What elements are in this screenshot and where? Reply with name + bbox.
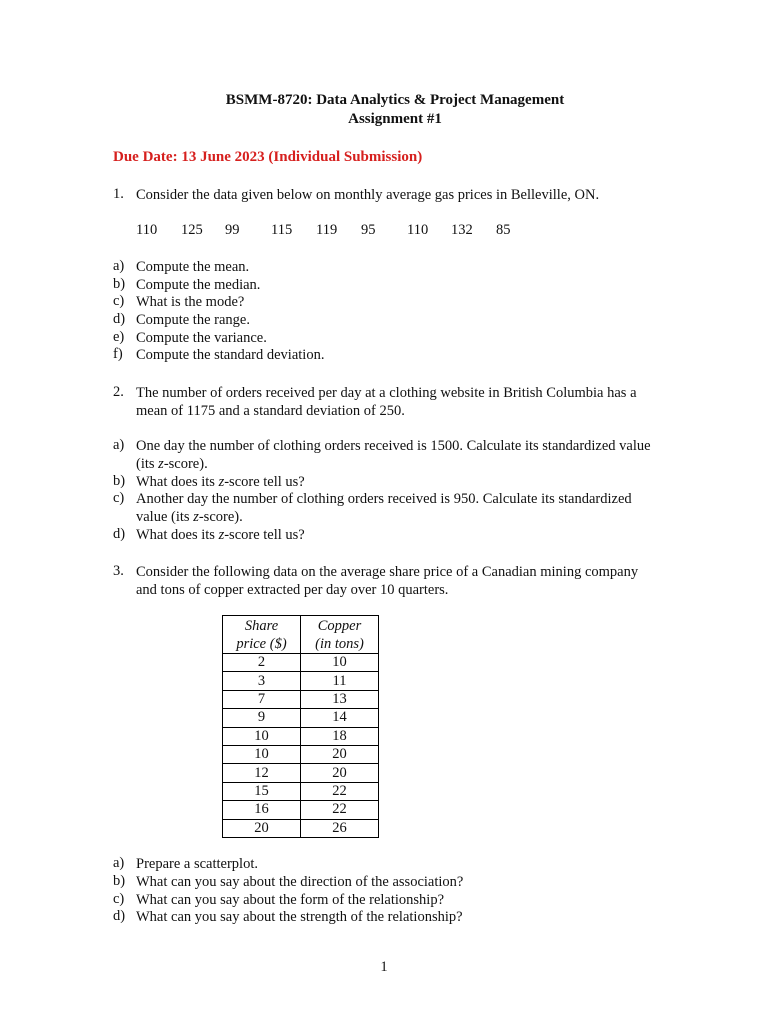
item-label: a) [113, 437, 125, 453]
list-item: What can you say about the strength of the relationship? [136, 909, 463, 925]
table-cell: 22 [301, 782, 379, 800]
table-row [223, 727, 379, 745]
table-cell: 3 [223, 672, 301, 690]
text-part: -score). [198, 509, 243, 525]
table-cell: 16 [223, 801, 301, 819]
item-label: e) [113, 329, 125, 345]
z-symbol: z [218, 527, 225, 543]
table-cell: 15 [223, 782, 301, 800]
item-label: a) [113, 258, 125, 274]
table-cell: 20 [301, 764, 379, 782]
question-1-text: Consider the data given below on monthly average gas prices in Belleville, ON. [136, 187, 600, 203]
list-item: Another day the number of clothing orders received is 950. Calculate its standardized [136, 491, 632, 507]
data-value: 110 [407, 222, 429, 238]
data-value: 125 [181, 222, 203, 238]
text-part: -score tell us? [224, 474, 305, 490]
list-item: Compute the variance. [136, 330, 267, 346]
data-value: 115 [271, 222, 293, 238]
table-cell: 10 [223, 745, 301, 763]
question-2-text-cont: mean of 1175 and a standard deviation of 250. [136, 403, 405, 419]
item-label: f) [113, 346, 123, 362]
table-row [223, 672, 379, 690]
text-part: value (its [136, 509, 194, 525]
question-3-text-cont: and tons of copper extracted per day over 10 quarters. [136, 582, 449, 598]
text-part: (its [136, 456, 159, 472]
item-label: d) [113, 311, 126, 327]
list-item: Prepare a scatterplot. [136, 856, 258, 872]
text-part: What does its [136, 474, 219, 490]
question-3-text: Consider the following data on the average share price of a Canadian mining company [136, 564, 639, 580]
list-item: Compute the mean. [136, 259, 250, 275]
text-part: -score tell us? [224, 527, 305, 543]
list-item: Compute the standard deviation. [136, 347, 325, 363]
page-number: 1 [380, 959, 388, 975]
table-cell: 7 [223, 690, 301, 708]
list-item: What can you say about the direction of the association? [136, 874, 464, 890]
list-item [136, 473, 305, 491]
data-value: 85 [496, 222, 511, 238]
share-copper-table [222, 615, 379, 838]
data-value: 119 [316, 222, 338, 238]
header-line: Share [244, 617, 279, 634]
table-row [223, 782, 379, 800]
item-label: b) [113, 473, 126, 489]
course-title: BSMM-8720: Data Analytics & Project Management [225, 92, 565, 108]
assignment-title: Assignment #1 [348, 111, 442, 127]
question-1-number: 1. [113, 186, 124, 202]
text-part: -score). [163, 456, 208, 472]
table-row [223, 764, 379, 782]
header-share-price [223, 616, 301, 654]
question-3-number: 3. [113, 563, 124, 579]
table-cell: 13 [301, 690, 379, 708]
item-label: d) [113, 526, 126, 542]
table-cell: 2 [223, 654, 301, 672]
table-cell: 20 [223, 819, 301, 837]
item-label: c) [113, 891, 125, 907]
z-symbol: z [193, 509, 199, 525]
list-item: What can you say about the form of the relationship? [136, 892, 445, 908]
header-line: price ($) [236, 635, 287, 652]
table-row [223, 801, 379, 819]
data-value: 110 [136, 222, 158, 238]
question-2-number: 2. [113, 384, 124, 400]
text-part: What does its [136, 527, 219, 543]
header-line: Copper [317, 617, 362, 634]
list-item-cont [136, 455, 208, 473]
table-row [223, 709, 379, 727]
data-value: 132 [451, 222, 473, 238]
item-label: b) [113, 873, 126, 889]
list-item-cont [136, 508, 243, 526]
question-2-text: The number of orders received per day at a clothing website in British Columbia has a [136, 385, 637, 401]
table-row [223, 819, 379, 837]
item-label: b) [113, 276, 126, 292]
item-label: a) [113, 855, 125, 871]
data-value: 95 [361, 222, 376, 238]
list-item [136, 526, 305, 544]
table-cell: 20 [301, 745, 379, 763]
list-item: One day the number of clothing orders received is 1500. Calculate its standardized value [136, 438, 651, 454]
table-cell: 18 [301, 727, 379, 745]
list-item: What is the mode? [136, 294, 245, 310]
table-row [223, 654, 379, 672]
table-row [223, 745, 379, 763]
data-value: 99 [225, 222, 240, 238]
table-cell: 26 [301, 819, 379, 837]
table-row [223, 690, 379, 708]
table-cell: 9 [223, 709, 301, 727]
table-cell: 14 [301, 709, 379, 727]
header-copper [301, 616, 379, 654]
item-label: c) [113, 293, 125, 309]
due-date: Due Date: 13 June 2023 (Individual Submission) [113, 149, 423, 165]
z-symbol: z [218, 474, 225, 490]
table-header-row [223, 616, 379, 654]
list-item: Compute the range. [136, 312, 250, 328]
header-line: (in tons) [315, 635, 364, 652]
table-cell: 10 [223, 727, 301, 745]
z-symbol: z [158, 456, 164, 472]
list-item: Compute the median. [136, 277, 261, 293]
table-cell: 12 [223, 764, 301, 782]
item-label: c) [113, 490, 125, 506]
table-cell: 10 [301, 654, 379, 672]
item-label: d) [113, 908, 126, 924]
table-cell: 22 [301, 801, 379, 819]
table-cell: 11 [301, 672, 379, 690]
